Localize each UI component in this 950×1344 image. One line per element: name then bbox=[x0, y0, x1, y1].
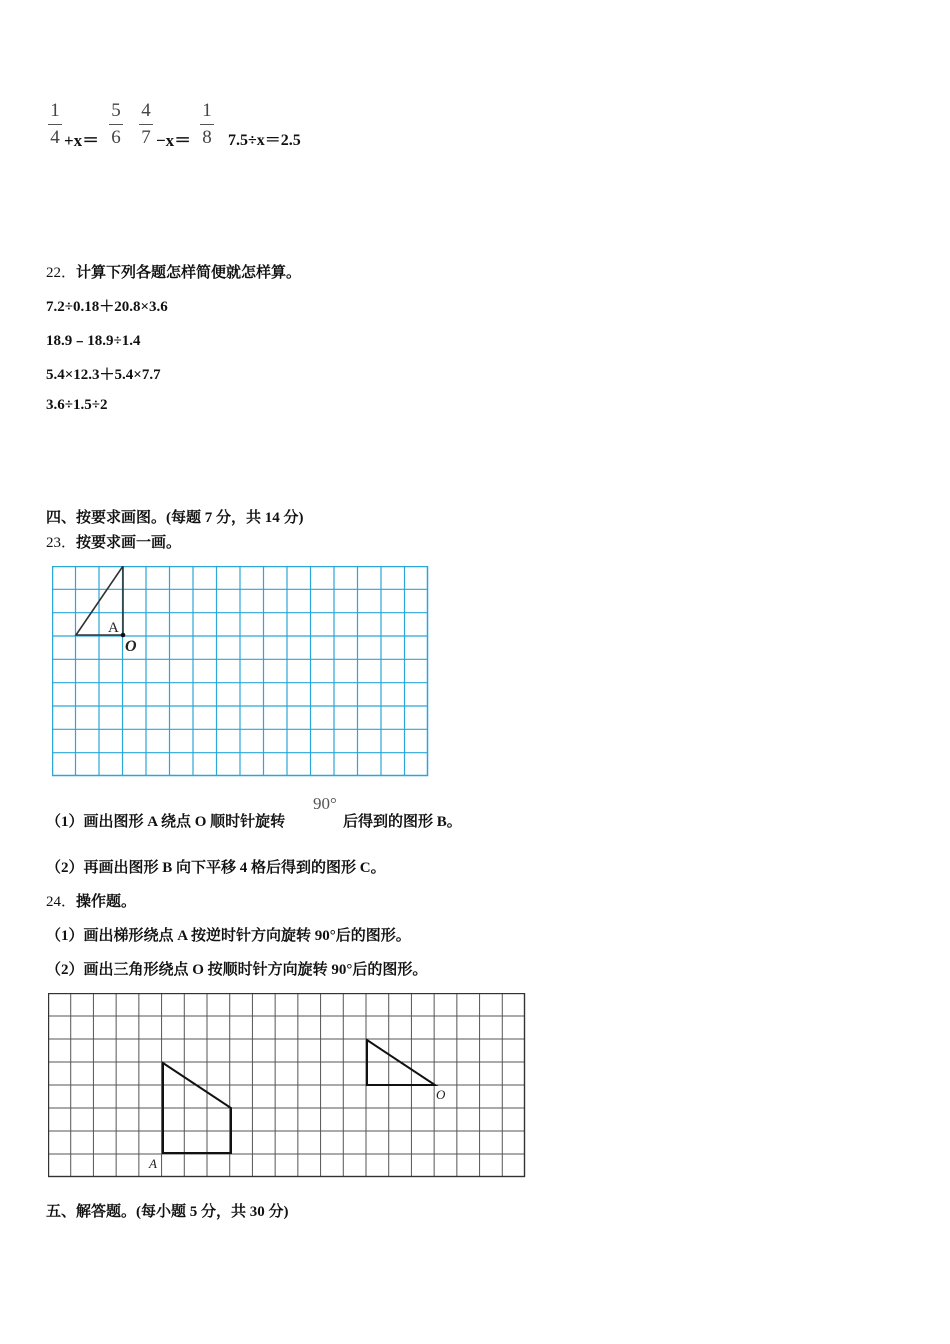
q22-item-2: 18.9﹣18.9÷1.4 bbox=[46, 333, 141, 349]
q24-grid-figure bbox=[48, 993, 528, 1179]
q23-sub1: （1）画出图形 A 绕点 O 顺时针旋转 bbox=[46, 814, 286, 830]
section-5-title: 五、解答题。(每小题 5 分，共 30 分) bbox=[46, 1204, 289, 1220]
q23-sub2: （2）再画出图形 B 向下平移 4 格后得到的图形 C。 bbox=[46, 860, 386, 876]
blue-grid-lines bbox=[52, 566, 428, 776]
q22-item-1: 7.2÷0.18＋20.8×3.6 bbox=[46, 299, 168, 315]
q23-heading: 23．按要求画一画。 bbox=[46, 535, 182, 551]
fraction-1-8: 1 8 bbox=[200, 100, 214, 149]
q24-sub1: （1）画出梯形绕点 A 按逆时针方向旋转 90°后的图形。 bbox=[46, 928, 411, 944]
q24-sub2: （2）画出三角形绕点 O 按顺时针方向旋转 90°后的图形。 bbox=[46, 962, 428, 978]
q23-sub1-suffix: 后得到的图形 B。 bbox=[343, 814, 462, 830]
q22-item-3: 5.4×12.3＋5.4×7.7 bbox=[46, 367, 161, 383]
label-O: O bbox=[125, 638, 137, 655]
equation-3: 7.5÷x＝2.5 bbox=[228, 132, 301, 149]
label-A: A bbox=[108, 620, 119, 636]
fraction-1-4: 1 4 bbox=[48, 100, 62, 149]
q24-heading: 24．操作题。 bbox=[46, 894, 137, 910]
q23-grid-figure bbox=[52, 566, 430, 778]
point-O bbox=[121, 633, 126, 638]
black-grid-lines bbox=[48, 993, 525, 1177]
fraction-5-6: 5 6 bbox=[109, 100, 123, 149]
q22-heading: 22．计算下列各题怎样简便就怎样算。 bbox=[46, 265, 302, 281]
equation-2-operator: −x＝ bbox=[156, 131, 192, 150]
section-4-title: 四、按要求画图。(每题 7 分，共 14 分) bbox=[46, 510, 304, 526]
angle-90: 90° bbox=[313, 794, 337, 813]
label-A: A bbox=[149, 1156, 157, 1171]
q22-item-4: 3.6÷1.5÷2 bbox=[46, 397, 108, 413]
equation-1-operator: +x＝ bbox=[64, 131, 100, 150]
label-O: O bbox=[436, 1087, 446, 1102]
fraction-4-7: 4 7 bbox=[139, 100, 153, 149]
